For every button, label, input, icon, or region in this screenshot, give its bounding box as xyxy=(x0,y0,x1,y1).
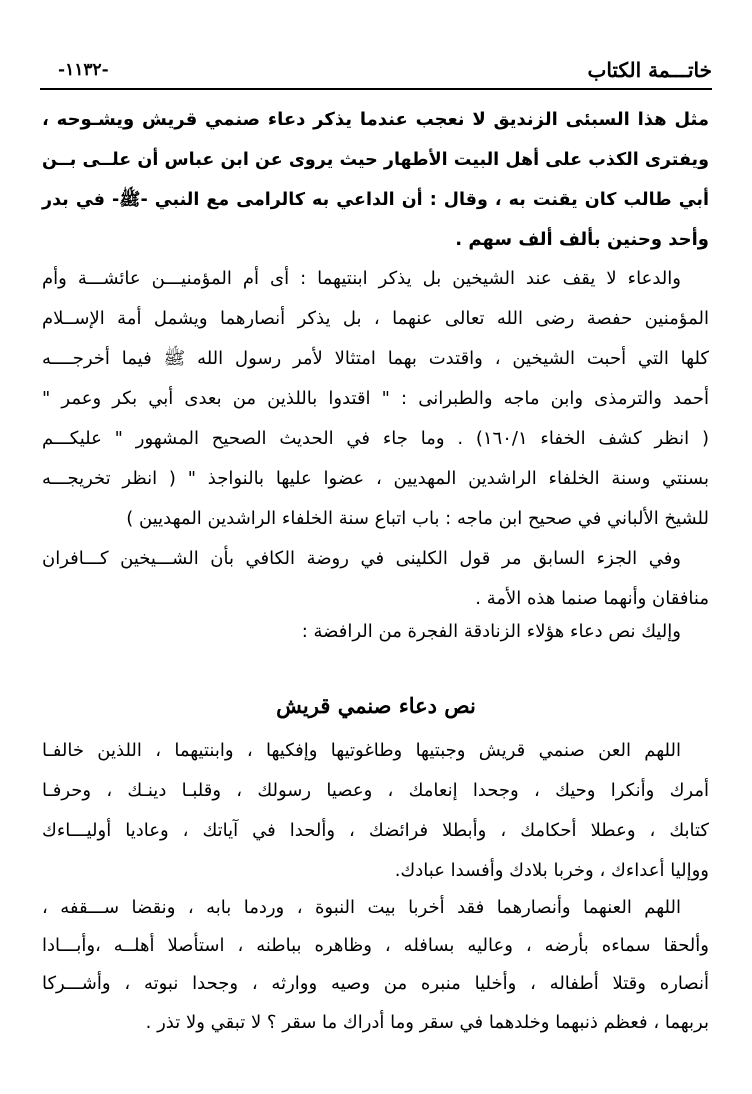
paragraph-line: للشيخ الألباني في صحيح ابن ماجه : باب اتباع سنة الخلفاء الراشدين المهديين ) xyxy=(126,508,709,529)
paragraph-line: أحمد والترمذى وابن ماجه والطبرانى : " اقتدوا باللذين من بعدى أبي بكر وعمر " xyxy=(42,388,709,409)
paragraph-line: كلها التي أحبت الشيخين ، واقتدت بهما امتثالا لأمر رسول الله ﷺ فيما أخرجــــه xyxy=(42,348,709,369)
running-title: خاتـــمة الكتاب xyxy=(587,58,712,82)
section-heading: نص دعاء صنمي قريش xyxy=(276,693,476,718)
paragraph-line: المؤمنين حفصة رضى الله تعالى عنهما ، بل يذكر أنصارهما ويشمل أمة الإســلام xyxy=(42,308,709,329)
paragraph-line: ( انظر كشف الخفاء ١٦٠/١) . وما جاء في الحديث الصحيح المشهور " عليكـــم xyxy=(42,428,709,449)
paragraph-line: منافقان وأنهما صنما هذه الأمة . xyxy=(475,588,709,609)
bold-paragraph-line: وأحد وحنين بألف ألف سهم . xyxy=(455,229,709,250)
prayer-line: أمرك وأنكرا وحيك ، وجحدا إنعامك ، وعصيا رسولك ، وقلبـا دينـك ، وحرفـا xyxy=(42,780,709,801)
prayer-line: أنصاره وقتلا أطفاله ، وأخليا منبره من وصيه ووارثه ، وجحدا نبوته ، وأشـــركا xyxy=(42,973,709,994)
intro-line: وإليك نص دعاء هؤلاء الزنادقة الفجرة من الرافضة : xyxy=(301,621,681,642)
prayer-line: اللهم العنهما وأنصارهما فقد أخربا بيت النبوة ، وردما بابه ، ونقضا ســـقفه ، xyxy=(42,897,681,918)
paragraph-line: بسنتي وسنة الخلفاء الراشدين المهديين ، عضوا عليها بالنواجذ " ( انظر تخريجـــه xyxy=(42,468,709,489)
header-rule xyxy=(40,88,712,90)
prayer-line: كتابك ، وعطلا أحكامك ، وأبطلا فرائضك ، وألحدا في آياتك ، وعاديا أوليـــاءك xyxy=(42,820,709,841)
prayer-line: وألحقا سماءه بأرضه ، وعاليه بسافله ، وظاهره بباطنه ، استأصلا أهلــه ،وأبـــادا xyxy=(42,935,709,956)
bold-paragraph-line: ويفترى الكذب على أهل البيت الأطهار حيث يروى عن ابن عباس أن علــى بــن xyxy=(42,150,709,170)
prayer-line: ووإليا أعداءك ، وخربا بلادك وأفسدا عبادك. xyxy=(394,860,709,881)
prayer-line: بربهما ، فعظم ذنبهما وخلدهما في سقر وما أدراك ما سقر ؟ لا تبقي ولا تذر . xyxy=(145,1012,709,1033)
bold-paragraph-line: مثل هذا السبئى الزنديق لا نعجب عندما يذكر دعاء صنمي قريش ويشـوحه ، xyxy=(42,109,709,130)
paragraph-line: وفي الجزء السابق مر قول الكلينى في روضة الكافي بأن الشـــيخين كـــافران xyxy=(42,548,681,569)
page-header xyxy=(40,58,712,88)
prayer-line: اللهم العن صنمي قريش وجبتيها وطاغوتيها وإفكيها ، وابنتيهما ، اللذين خالفـا xyxy=(42,740,681,761)
bold-paragraph-line: أبي طالب كان يقنت به ، وقال : أن الداعي به كالرامى مع النبي -ﷺ- في بدر xyxy=(42,190,709,210)
paragraph-line: والدعاء لا يقف عند الشيخين بل يذكر ابنتيهما : أى أم المؤمنيـــن عائشـــة وأم xyxy=(42,268,681,289)
page-number: -١١٣٢- xyxy=(58,60,109,80)
